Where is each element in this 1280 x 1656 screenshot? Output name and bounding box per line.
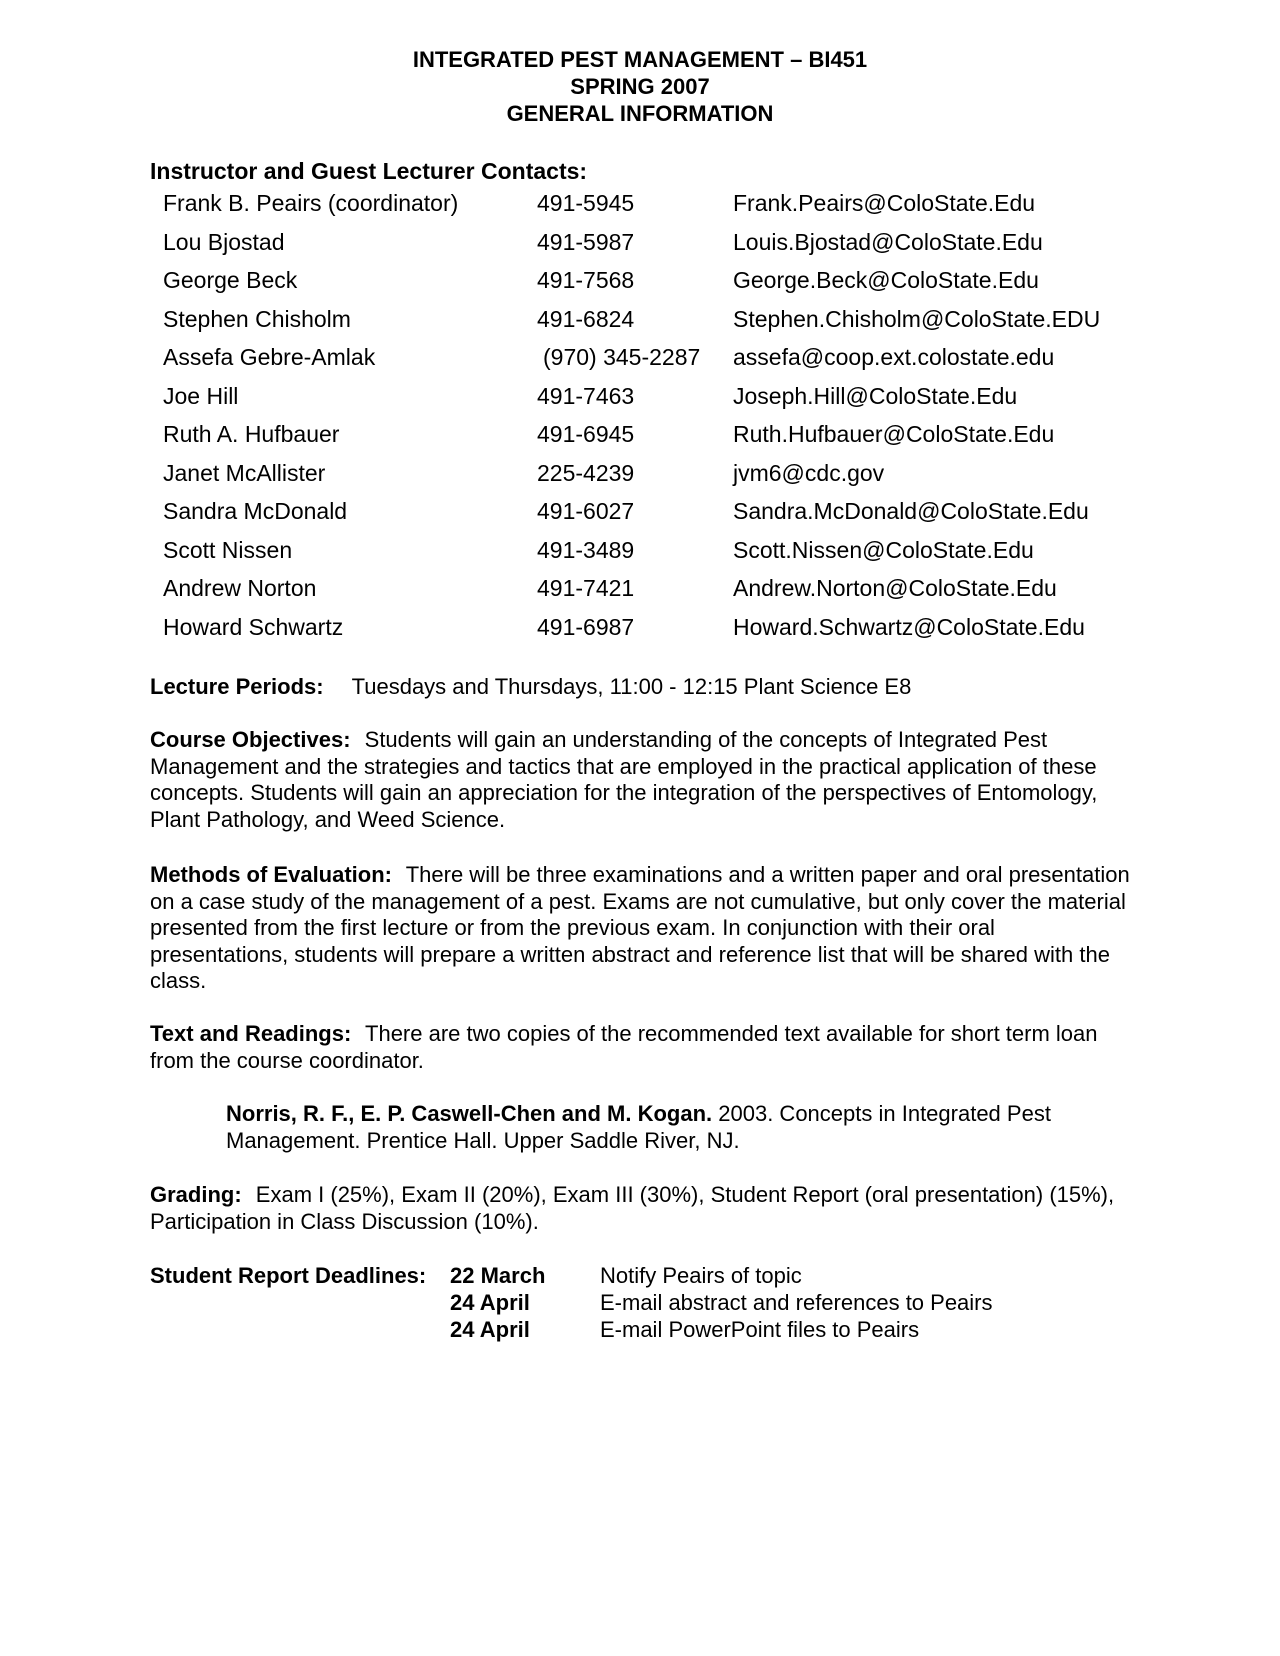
contact-email[interactable]: Scott.Nissen@ColoState.Edu [733, 536, 1034, 563]
contact-row [163, 227, 1163, 266]
contact-name: Frank B. Peairs (coordinator) [163, 190, 459, 216]
course-objectives-label: Course Objectives: [150, 727, 351, 752]
deadline-row [150, 1316, 1050, 1343]
deadline-date: 24 April [450, 1290, 530, 1315]
contact-name: Scott Nissen [163, 536, 293, 563]
contact-email[interactable]: Ruth.Hufbauer@ColoState.Edu [733, 421, 1055, 447]
lecture-periods-label: Lecture Periods: [150, 674, 324, 699]
contact-row [163, 188, 1163, 227]
methods-of-evaluation-text: There will be three examinations and a written paper and oral presentation on a case study of the management of a pest. Exams are not cumulative, but only cover the material presented from the first lecture or from the previous exam. In conjunction with their oral presentations, students will prepare a written abstract and reference list that will be shared with the class. [150, 862, 1130, 993]
contact-phone: 491-3489 [537, 536, 635, 563]
contact-name: Lou Bjostad [163, 228, 285, 255]
methods-of-evaluation-label: Methods of Evaluation: [150, 862, 392, 887]
text-and-readings-section [150, 1021, 1130, 1074]
lecture-periods-value: Tuesdays and Thursdays, 11:00 - 12:15 Plant Science E8 [351, 674, 912, 699]
grading-section [150, 1182, 1130, 1235]
contact-phone: 491-6027 [537, 498, 635, 524]
document-subtitle: GENERAL INFORMATION [506, 101, 774, 126]
contact-phone: 491-5945 [537, 190, 635, 216]
contact-row [163, 304, 1163, 343]
contact-row [163, 381, 1163, 420]
contact-name: Ruth A. Hufbauer [163, 421, 340, 447]
contact-phone: 491-7463 [537, 382, 635, 409]
contact-row [163, 458, 1163, 497]
contact-phone: 491-7421 [537, 575, 635, 601]
course-title: INTEGRATED PEST MANAGEMENT – BI451 [412, 47, 868, 72]
text-and-readings-text: There are two copies of the recommended text available for short term loan from the course coordinator. [150, 1021, 1098, 1073]
contact-name: Stephen Chisholm [163, 305, 351, 332]
text-and-readings-label: Text and Readings: [150, 1021, 352, 1046]
contact-email[interactable]: assefa@coop.ext.colostate.edu [733, 344, 1055, 370]
contact-email[interactable]: jvm6@cdc.gov [733, 459, 885, 486]
contact-row [163, 342, 1163, 381]
contact-name: Assefa Gebre-Amlak [163, 344, 376, 370]
contact-row [163, 265, 1163, 304]
deadline-date: 24 April [450, 1317, 530, 1342]
contact-email[interactable]: Andrew.Norton@ColoState.Edu [733, 575, 1057, 601]
contact-email[interactable]: Howard.Schwartz@ColoState.Edu [733, 613, 1085, 640]
student-report-deadlines [150, 1262, 1050, 1343]
deadline-row [150, 1262, 1050, 1289]
contact-phone: 491-6824 [537, 305, 635, 332]
contact-name: Janet McAllister [163, 459, 326, 486]
contact-name: Sandra McDonald [163, 498, 348, 524]
textbook-reference [226, 1101, 1126, 1154]
contact-email[interactable]: Joseph.Hill@ColoState.Edu [733, 382, 1018, 409]
contact-email[interactable]: Sandra.McDonald@ColoState.Edu [733, 498, 1089, 524]
contact-row [163, 573, 1163, 612]
reference-details: 2003. Concepts in Integrated Pest Management. Prentice Hall. Upper Saddle River, NJ. [226, 1101, 1051, 1153]
contact-name: Andrew Norton [163, 575, 317, 601]
contact-row [163, 535, 1163, 574]
contacts-heading: Instructor and Guest Lecturer Contacts: [150, 158, 588, 184]
deadline-task: E-mail PowerPoint files to Peairs [600, 1317, 920, 1342]
deadline-row [150, 1289, 1050, 1316]
contact-phone: 491-5987 [537, 228, 635, 255]
contact-phone: (970) 345-2287 [543, 344, 701, 370]
contact-row [163, 419, 1163, 458]
lecture-periods-section [150, 674, 1130, 701]
grading-label: Grading: [150, 1182, 242, 1207]
contact-name: Joe Hill [163, 382, 239, 409]
contact-phone: 491-7568 [537, 267, 635, 293]
methods-of-evaluation-section [150, 862, 1130, 995]
contact-email[interactable]: George.Beck@ColoState.Edu [733, 267, 1039, 293]
contact-phone: 225-4239 [537, 459, 635, 486]
contact-email[interactable]: Louis.Bjostad@ColoState.Edu [733, 228, 1043, 255]
contact-email[interactable]: Frank.Peairs@ColoState.Edu [733, 190, 1036, 216]
course-objectives-section [150, 727, 1130, 833]
deadlines-label: Student Report Deadlines: [150, 1263, 427, 1288]
deadline-task: Notify Peairs of topic [600, 1263, 802, 1288]
reference-authors: Norris, R. F., E. P. Caswell-Chen and M. Kogan. [226, 1101, 713, 1126]
contact-name: George Beck [163, 267, 298, 293]
document-title-block [0, 46, 1280, 127]
grading-text: Exam I (25%), Exam II (20%), Exam III (30%), Student Report (oral presentation) (15%), Participation in Class Discussion (10%). [150, 1182, 1115, 1234]
contact-phone: 491-6987 [537, 613, 635, 640]
contact-row [163, 612, 1163, 651]
contact-name: Howard Schwartz [163, 613, 344, 640]
contact-phone: 491-6945 [537, 421, 635, 447]
contacts-list [163, 188, 1163, 650]
course-objectives-text: Students will gain an understanding of the concepts of Integrated Pest Management and the strategies and tactics that are employed in the practical application of these concepts. Students will gain an appreciation for the integration of the perspectives of Entomology, Plant Pathology, and Weed Science. [150, 727, 1098, 832]
semester-title: SPRING 2007 [570, 74, 710, 99]
contact-email[interactable]: Stephen.Chisholm@ColoState.EDU [733, 305, 1101, 332]
contact-row [163, 496, 1163, 535]
deadline-task: E-mail abstract and references to Peairs [600, 1290, 993, 1315]
deadline-date: 22 March [450, 1263, 546, 1288]
